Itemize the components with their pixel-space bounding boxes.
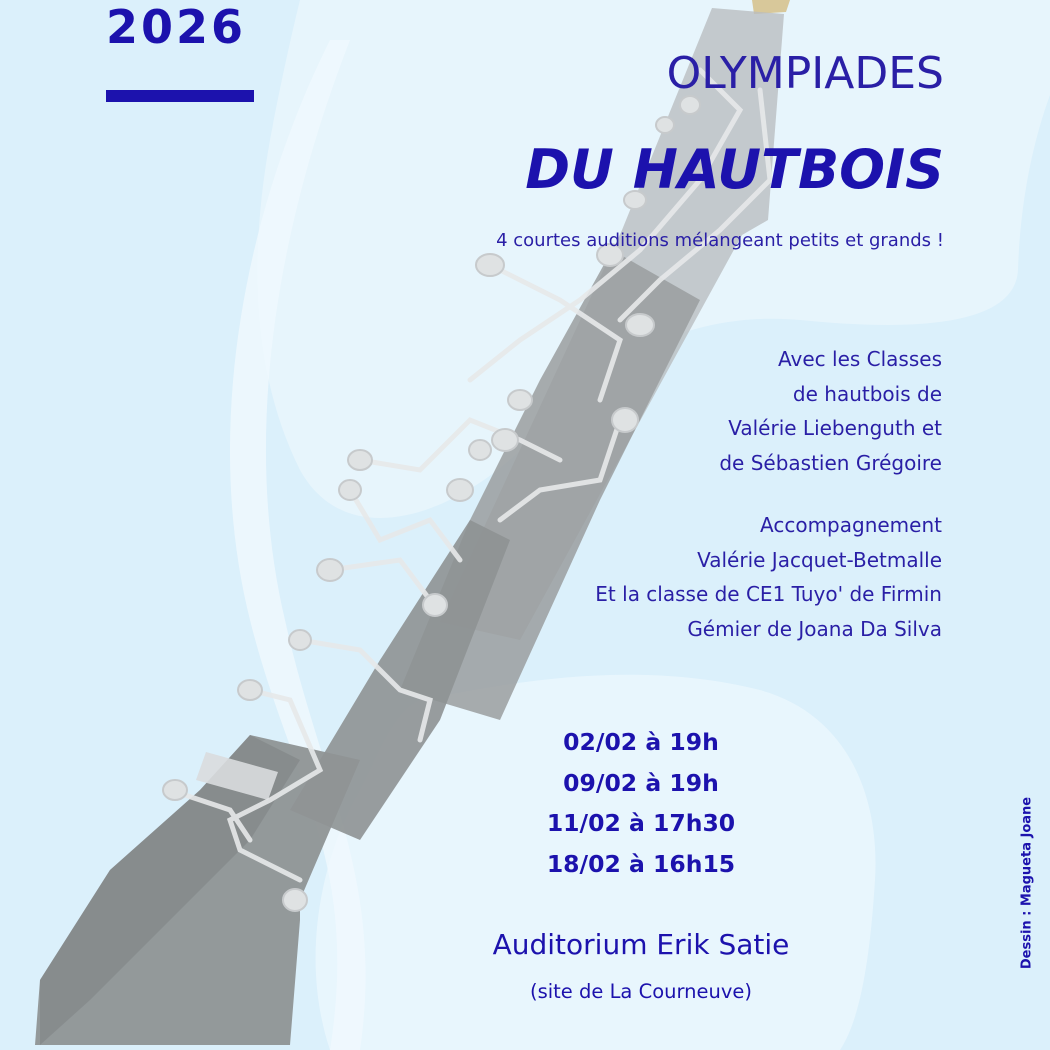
year-underline [106, 90, 254, 102]
classes-line: de Sébastien Grégoire [719, 450, 942, 475]
title-line-2: DU HAUTBOIS [525, 138, 944, 201]
title-line-1: OLYMPIADES [666, 48, 944, 99]
date-item: 09/02 à 19h [563, 768, 719, 797]
classes-line: Avec les Classes [778, 347, 942, 371]
dates-list [480, 722, 802, 884]
accompaniment-block [595, 508, 942, 646]
illustration-credit: Dessin : Magueta Joane [1019, 796, 1035, 970]
accompaniment-line: Et la classe de CE1 Tuyo' de Firmin [595, 582, 942, 606]
year-heading: 2026 [106, 0, 247, 54]
accompaniment-line: Gémier de Joana Da Silva [687, 616, 942, 641]
accompaniment-line: Accompagnement [760, 513, 942, 537]
venue-name: Auditorium Erik Satie [492, 928, 790, 961]
classes-line: de hautbois de [792, 381, 942, 406]
classes-line: Valérie Liebenguth et [728, 416, 942, 440]
tagline: 4 courtes auditions mélangeant petits et grands ! [496, 230, 944, 251]
accompaniment-line: Valérie Jacquet-Betmalle [697, 547, 942, 572]
classes-block [719, 342, 942, 480]
date-item: 11/02 à 17h30 [546, 809, 736, 837]
venue-subtitle: (site de La Courneuve) [529, 980, 753, 1003]
date-item: 02/02 à 19h [563, 728, 719, 756]
date-item: 18/02 à 16h15 [546, 849, 736, 878]
